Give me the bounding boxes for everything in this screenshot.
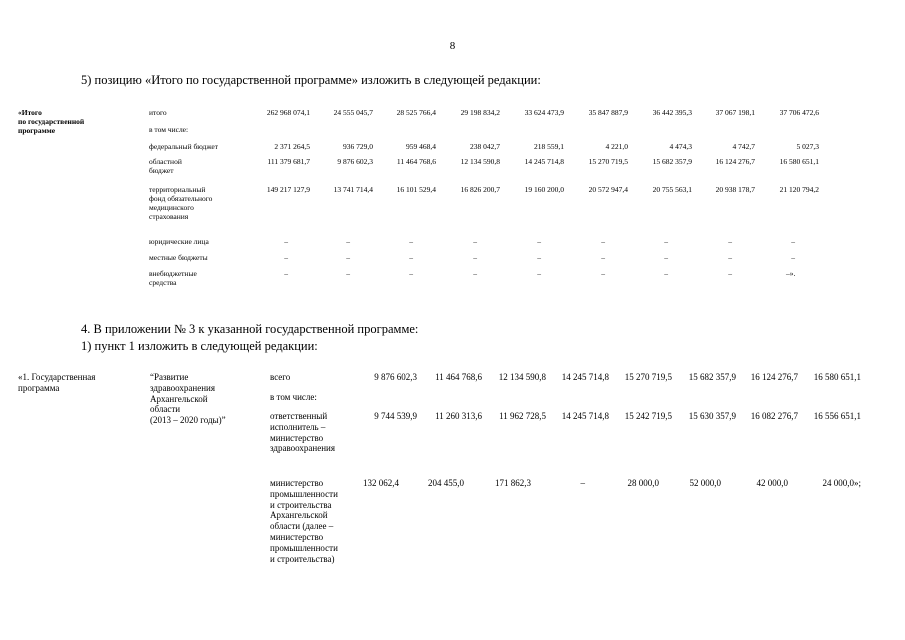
table-row: в том числе: (149, 125, 189, 134)
section-5-heading: 5) позицию «Итого по государственной программе» изложить в следующей редакции: (81, 73, 541, 87)
section-4-heading: 4. В приложении № 3 к указанной государственной программе: (81, 322, 419, 336)
page-number: 8 (449, 40, 456, 52)
item-1-heading: 1) пункт 1 изложить в следующей редакции: (81, 339, 318, 353)
program-title-cell: “Развитие здравоохранения Архангельской области (2013 – 2020 годы)” (150, 372, 226, 426)
program-name-cell: «1. Государственная программа (18, 372, 96, 393)
table1-row-label: «Итого по государственной программе (18, 108, 85, 135)
table-row: в том числе: (270, 392, 317, 402)
